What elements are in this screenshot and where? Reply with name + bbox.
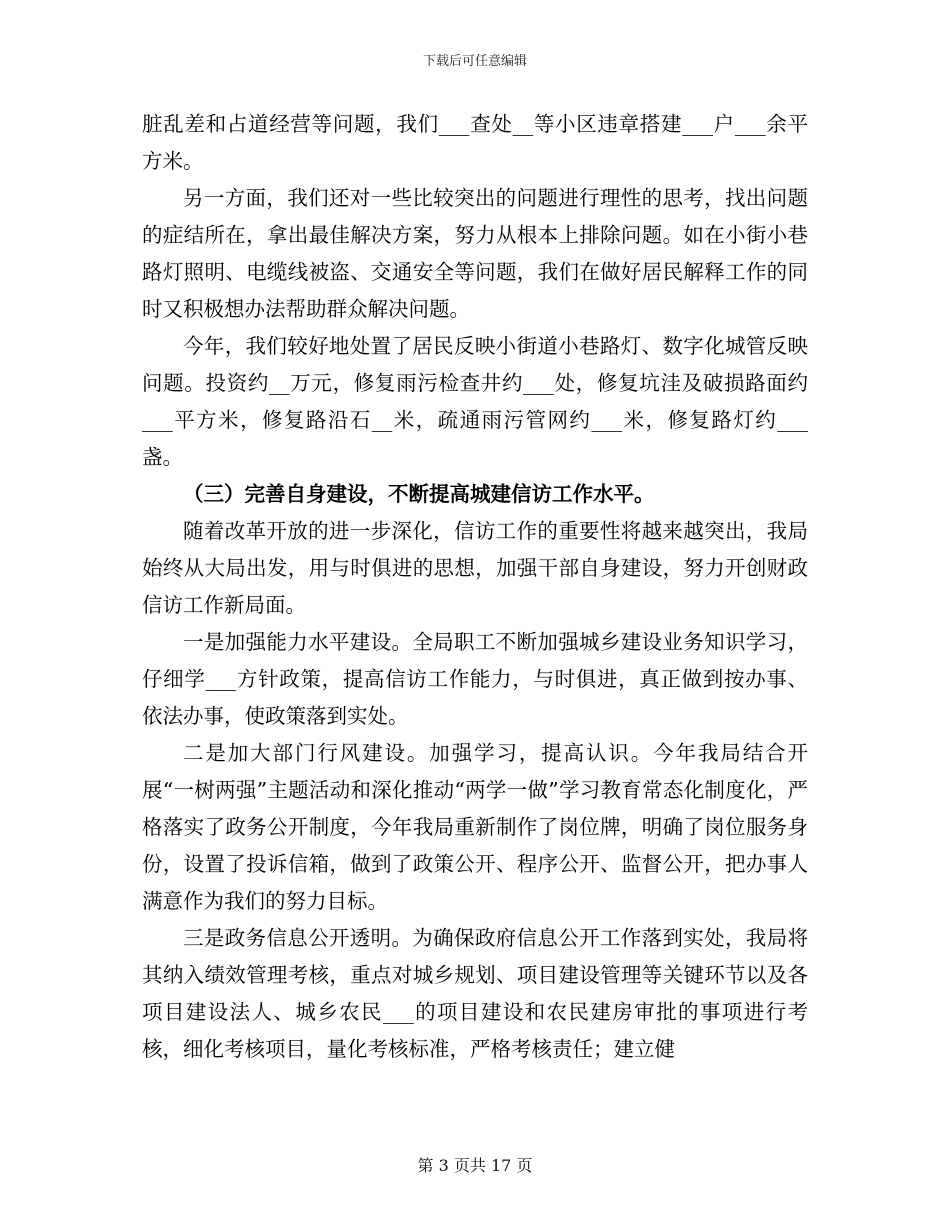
body-paragraph: 三是政务信息公开透明。为确保政府信息公开工作落到实处，我局将其纳入绩效管理考核，重点对城乡规划、项目建设管理等关键环节以及各项目建设法人、城乡农民___的项目建设和农民建房审批的事项进行考核，细化考核项目，量化考核标准，严格考核责任；建立健 — [142, 926, 808, 1061]
page-footer: 第 3 页共 17 页 — [417, 1156, 533, 1175]
page-header: 下载后可任意编辑 — [422, 54, 527, 69]
body-paragraph: 另一方面，我们还对一些比较突出的问题进行理性的思考，找出问题的症结所在，拿出最佳解决方案，努力从根本上排除问题。如在小街小巷路灯照明、电缆线被盗、交通安全等问题，我们在做好居民解释工作的同时又积极想办法帮助群众解决问题。 — [142, 186, 808, 321]
body-paragraph: 今年，我们较好地处置了居民反映小街道小巷路灯、数字化城管反映问题。投资约__万元，修复雨污检查井约___处，修复坑洼及破损路面约___平方米，修复路沿石__米，疏通雨污管网约___米，修复路灯约___盏。 — [142, 334, 808, 469]
body-paragraph: 一是加强能力水平建设。全局职工不断加强城乡建设业务知识学习，仔细学___方针政策，提高信访工作能力，与时俱进，真正做到按办事、依法办事，使政策落到实处。 — [142, 630, 808, 728]
body-paragraph: 脏乱差和占道经营等问题，我们___查处__等小区违章搭建___户___余平方米。 — [142, 112, 808, 173]
body-paragraph: 随着改革开放的进一步深化，信访工作的重要性将越来越突出，我局始终从大局出发，用与时俱进的思想，加强干部自身建设，努力开创财政信访工作新局面。 — [142, 519, 808, 617]
body-paragraph: 二是加大部门行风建设。加强学习，提高认识。今年我局结合开展“一树两强”主题活动和深化推动“两学一做”学习教育常态化制度化，严格落实了政务公开制度，今年我局重新制作了岗位牌，明确了岗位服务身份，设置了投诉信箱，做到了政策公开、程序公开、监督公开，把办事人满意作为我们的努力目标。 — [142, 741, 808, 913]
section-heading: （三）完善自身建设，不断提高城建信访工作水平。 — [183, 482, 655, 506]
document-body — [142, 106, 808, 1068]
